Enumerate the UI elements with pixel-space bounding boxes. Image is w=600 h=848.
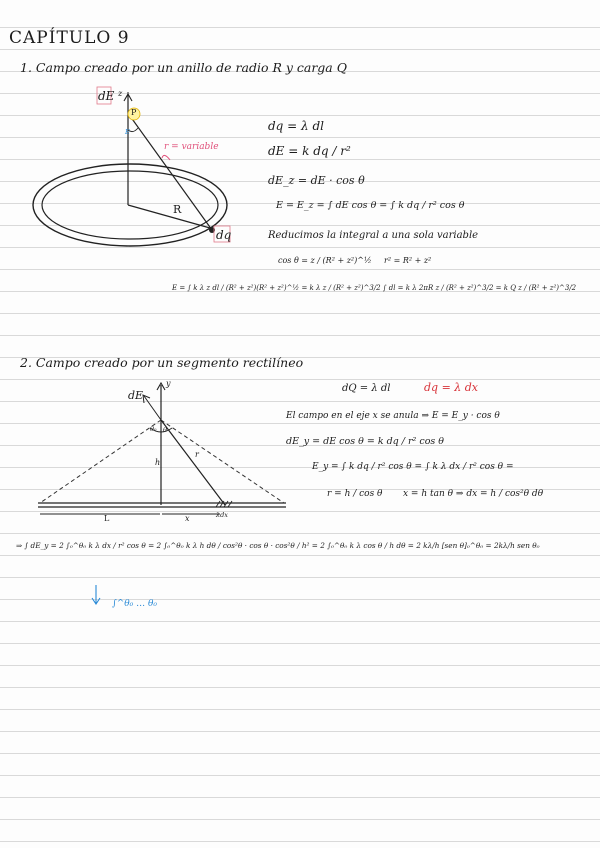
eq-dEy: dE_y = dE cos θ = k dq / r² cos θ [286,436,445,447]
eq-dq: dq = λ dl [268,119,324,133]
blue-note: ∫^θ₀ … θ₀ [112,599,158,609]
eq-dq-red: dq = λ dx [424,381,479,394]
ring-r-annotation: r = variable [164,142,219,152]
section1-title: 1. Campo creado por un anillo de radio R y carga Q [20,60,347,75]
dashed-right [161,420,284,503]
segment-r-line [161,420,225,505]
segment-angle0-label: θ₀ [150,425,157,433]
note-field-cancels: El campo en el eje x se anula ⇒ E = E_y · cos θ [286,411,500,421]
eq-Ey: E_y = ∫ k dq / r² cos θ = ∫ k λ dx / r² cos θ = [312,462,514,472]
eq-E-integral: E = E_z = ∫ dE cos θ = ∫ k dq / r² cos θ [276,200,465,211]
reduce-note: Reducimos la integral a una sola variable [268,230,479,241]
ring-element-label: dq [216,228,232,242]
ring-radius-label: R [173,203,182,216]
eq-dQ: dQ = λ dl [342,383,391,394]
segment-L-label: L [104,514,110,523]
blue-down-arrow [92,585,100,604]
chapter-heading: CAPÍTULO 9 [9,28,130,48]
ring-field-label: dE [98,89,115,103]
eq-r-squared: r² = R² + z² [384,256,432,265]
eq-dE: dE = k dq / r² [268,144,351,158]
eq-final: ⇒ ∫ dE_y = 2 ∫₀^θ₀ k λ dx / r² cos θ = 2 ∫₀^θ₀ k λ h dθ / cos²θ · cos θ · cos²θ / h² = 2 ∫₀^θ₀ k λ cos θ / h dθ = 2 kλ/h [sen θ]₀^θ₀ = 2kλ/h sen θ₀ [16,541,540,550]
eq-x: x = h tan θ ⇒ dx = h / cos²θ dθ [403,489,544,499]
eq-E-result: E = ∫ k λ z dl / (R² + z²)(R² + z²)^½ = k λ z / (R² + z²)^3/2 ∫ dl = k λ 2πR z / (R² + z²)^3/2 = k Q z / (R² + z²)^3/2 [172,284,577,292]
eq-r: r = h / cos θ [327,489,383,499]
ring-e-label: E [125,128,130,136]
segment-h-label: h [155,458,161,467]
ring-z-label: z [118,89,123,98]
section2-title: 2. Campo creado por un segmento rectilíneo [20,355,304,370]
eq-dEz: dE_z = dE · cos θ [268,174,365,187]
segment-r-label: r [195,450,199,459]
segment-y-label: y [166,379,171,388]
segment-angle-label: θ [163,426,167,434]
segment-field-label: dE [128,389,144,402]
eq-cos-theta: cos θ = z / (R² + z²)^½ [278,256,372,265]
segment-x-label: x [185,514,190,523]
segment-field-arrow [144,396,161,420]
dashed-left [40,420,161,503]
ring-point-label: P [131,108,137,117]
segment-element-label: λdx [216,511,228,519]
